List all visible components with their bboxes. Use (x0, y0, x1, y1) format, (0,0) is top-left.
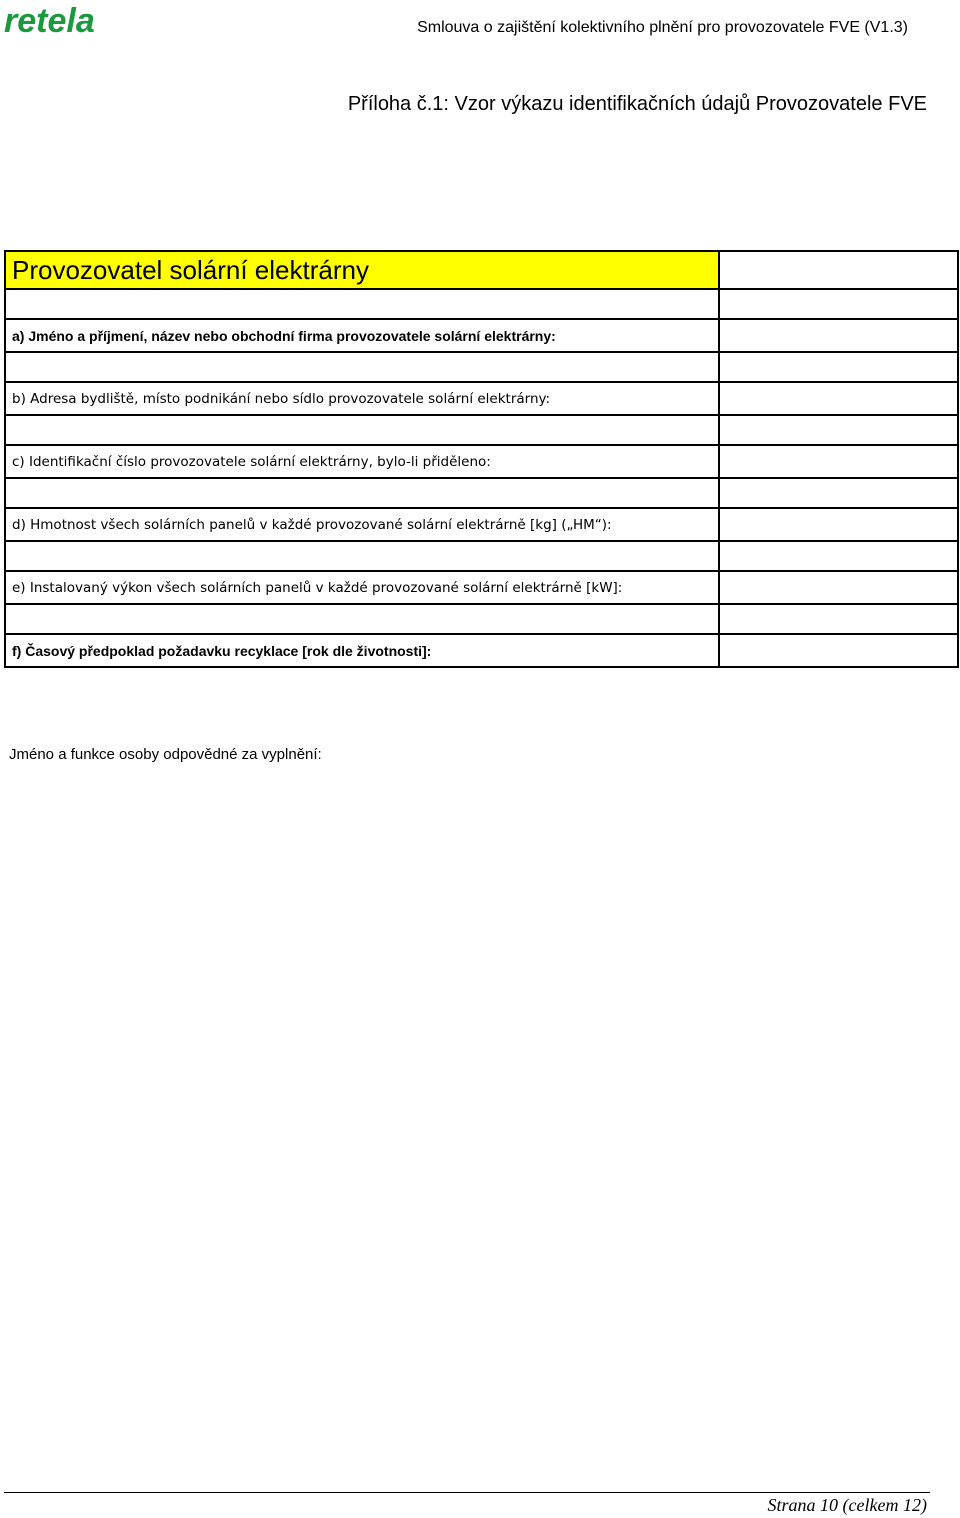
annex-title: Příloha č.1: Vzor výkazu identifikačních údajů Provozovatele FVE (347, 93, 927, 115)
field-blank-a (5, 352, 958, 382)
field-row-c (5, 445, 958, 478)
section-title-value-cell[interactable] (719, 251, 958, 289)
responsible-person-label: Jméno a funkce osoby odpovědné za vyplnění: (9, 746, 322, 763)
field-blank-e (5, 604, 958, 634)
field-value-e-2[interactable] (719, 604, 958, 634)
field-row-d (5, 508, 958, 541)
field-label-d: d) Hmotnost všech solárních panelů v každé provozované solární elektrárně [kg] („HM“): (5, 508, 719, 541)
field-blank-c (5, 478, 958, 508)
field-value-c-2[interactable] (719, 478, 958, 508)
field-value-b[interactable] (719, 382, 958, 415)
field-blank-d (5, 541, 958, 571)
field-row-a (5, 319, 958, 352)
field-value-e[interactable] (719, 571, 958, 604)
field-value-a-2[interactable] (719, 352, 958, 382)
field-value-d[interactable] (719, 508, 958, 541)
field-row-b (5, 382, 958, 415)
operator-form-table (4, 250, 959, 668)
field-label-f: f) Časový předpoklad požadavku recyklace [rok dle životnosti]: (5, 634, 719, 667)
page-number: Strana 10 (celkem 12) (767, 1495, 927, 1515)
field-row-f (5, 634, 958, 667)
field-row-e (5, 571, 958, 604)
footer-divider (4, 1492, 930, 1493)
field-label-b: b) Adresa bydliště, místo podnikání nebo sídlo provozovatele solární elektrárny: (5, 382, 719, 415)
section-title-row (5, 251, 958, 289)
retela-logo (4, 2, 100, 38)
field-blank-b (5, 415, 958, 445)
field-label-c: c) Identifikační číslo provozovatele solární elektrárny, bylo-li přiděleno: (5, 445, 719, 478)
document-title: Smlouva o zajištění kolektivního plnění pro provozovatele FVE (V1.3) (417, 19, 908, 36)
field-label-a: a) Jméno a příjmení, název nebo obchodní firma provozovatele solární elektrárny: (5, 319, 719, 352)
spacer-row (5, 289, 958, 319)
field-label-e: e) Instalovaný výkon všech solárních panelů v každé provozované solární elektrárně [kW]: (5, 571, 719, 604)
field-value-c[interactable] (719, 445, 958, 478)
field-value-b-2[interactable] (719, 415, 958, 445)
field-value-d-2[interactable] (719, 541, 958, 571)
logo-text: retela (4, 2, 95, 38)
field-value-a[interactable] (719, 319, 958, 352)
section-title: Provozovatel solární elektrárny (5, 251, 719, 289)
field-value-f[interactable] (719, 634, 958, 667)
